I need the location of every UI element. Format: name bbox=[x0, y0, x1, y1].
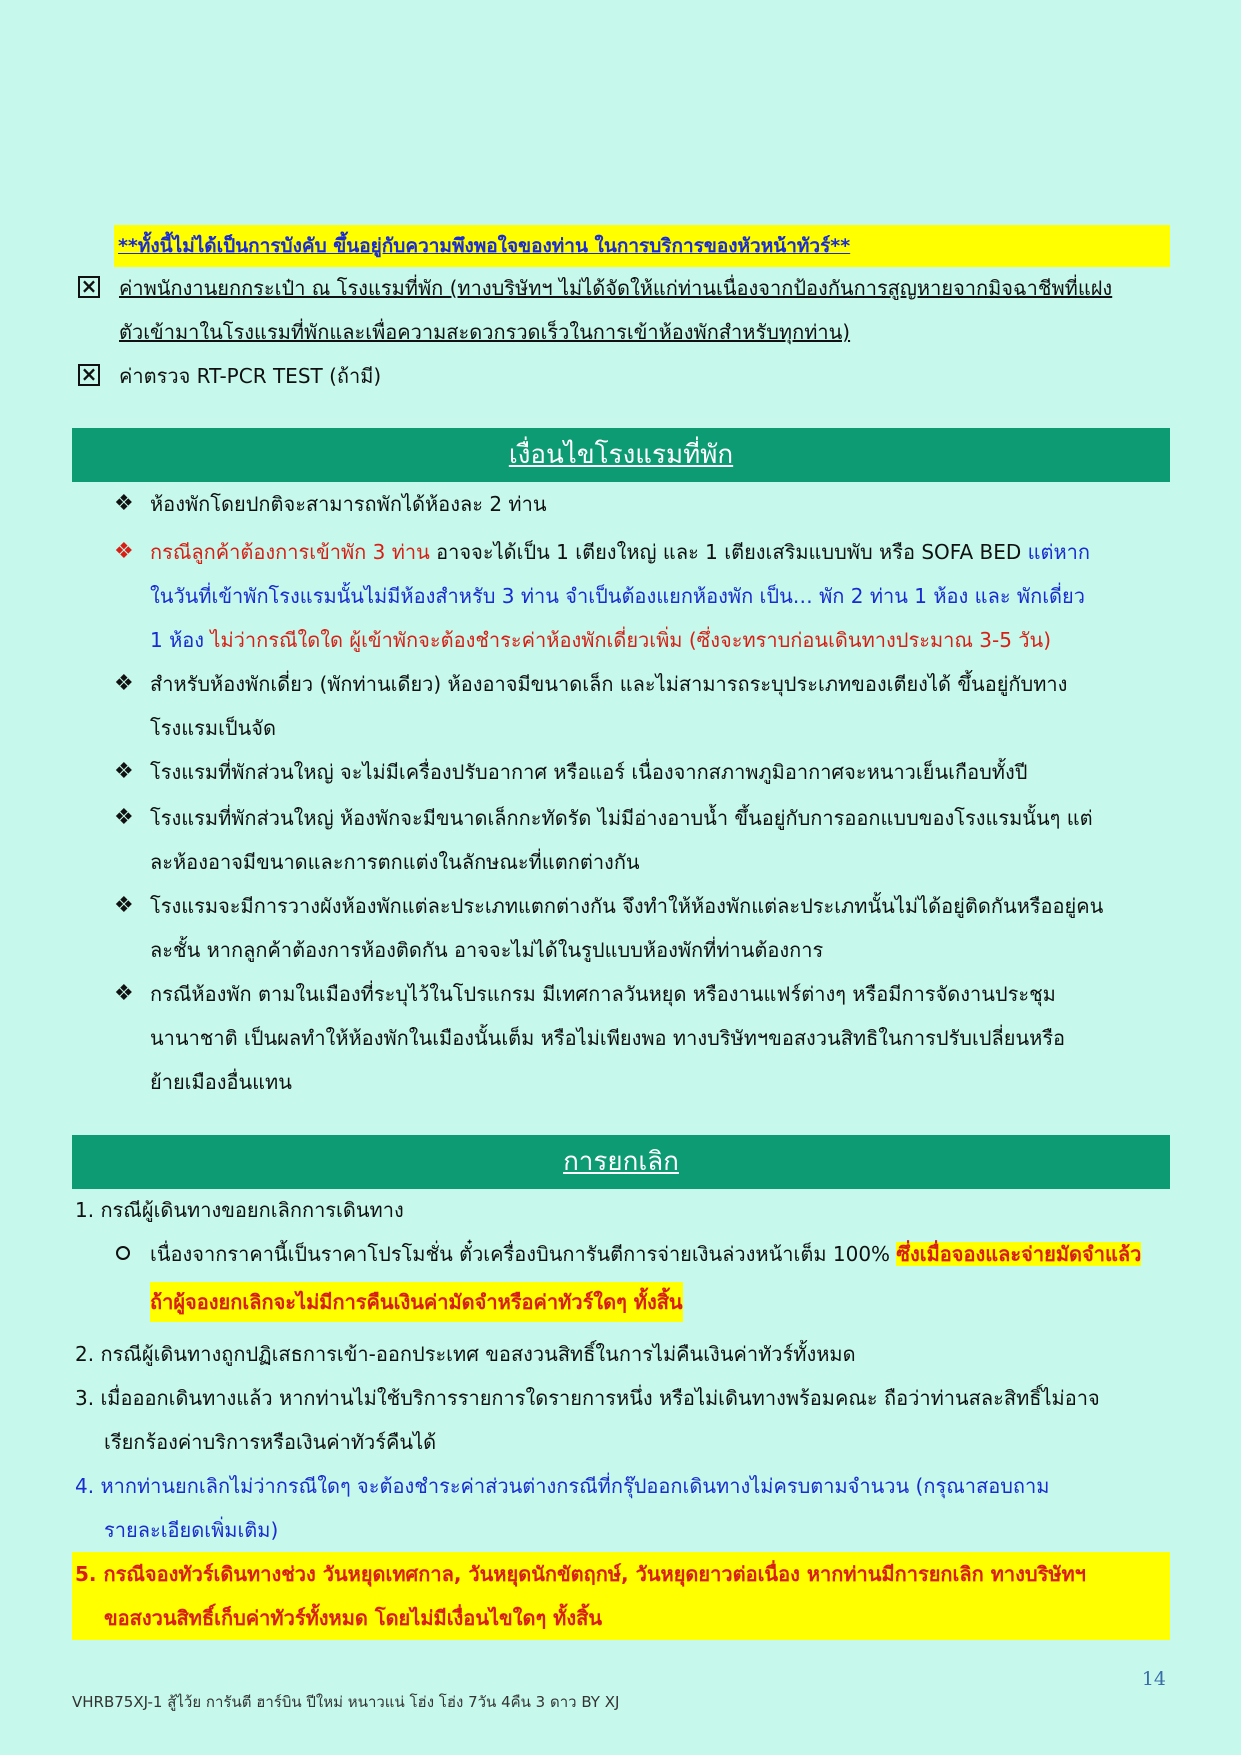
cancel-item-5-line1: 5. กรณีจองทัวร์เดินทางช่วง วันหยุดเทศกาล, วันหยุดนักขัตฤกษ์, วันหยุดยาวต่อเนื่อง หากท่านมีการยกเลิก ทางบริษัทฯ bbox=[75, 1562, 1086, 1586]
hotel-item-5-line1: โรงแรมที่พักส่วนใหญ่ ห้องพักจะมีขนาดเล็กกะทัดรัด ไม่มีอ่างอาบน้ำ ขึ้นอยู่กับการออกแบบของโรงแรมนั้นๆ แต่ bbox=[150, 806, 1093, 830]
hotel-item-3-line1: สำหรับห้องพักเดี่ยว (พักท่านเดียว) ห้องอาจมีขนาดเล็ก และไม่สามารถระบุประเภทของเตียงได้ ขึ้นอยู่กับทาง bbox=[150, 672, 1068, 696]
diamond-bullet-icon: ❖ bbox=[114, 981, 134, 1006]
cancel-sub-line1: เนื่องจากราคานี้เป็นราคาโปรโมชั่น ตั๋วเครื่องบินการันตีการจ่ายเงินล่วงหน้าเต็ม 100% ซึ่งเมื่อจองและจ่ายมัดจำแล้ว bbox=[150, 1242, 1142, 1266]
diamond-bullet-icon: ❖ bbox=[114, 759, 134, 784]
cancel-item-3-line1: 3. เมื่อออกเดินทางแล้ว หากท่านไม่ใช้บริการรายการใดรายการหนึ่ง หรือไม่เดินทางพร้อมคณะ ถือว่าท่านสละสิทธิ์ไม่อาจ bbox=[75, 1386, 1100, 1410]
hotel-item-5-line2: ละห้องอาจมีขนาดและการตกแต่งในลักษณะที่แตกต่างกัน bbox=[150, 850, 640, 874]
diamond-bullet-icon: ❖ bbox=[114, 893, 134, 918]
exclusion-porter-line1: ค่าพนักงานยกกระเป๋า ณ โรงแรมที่พัก (ทางบริษัทฯ ไม่ได้จัดให้แก่ท่านเนื่องจากป้องกันการสูญหายจากมิจฉาชีพที่แฝง bbox=[119, 276, 1113, 300]
hotel-item-2-line2: ในวันที่เข้าพักโรงแรมนั้นไม่มีห้องสำหรับ 3 ท่าน จำเป็นต้องแยกห้องพัก เป็น… พัก 2 ท่าน 1 ห้อง และ พักเดี่ยว bbox=[150, 584, 1085, 608]
service-note: **ทั้งนี้ไม่ได้เป็นการบังคับ ขึ้นอยู่กับความพึงพอใจของท่าน ในการบริการของหัวหน้าทัวร์** bbox=[114, 225, 1170, 267]
exclusion-pcr: ค่าตรวจ RT-PCR TEST (ถ้ามี) bbox=[119, 364, 382, 388]
hotel-item-6-line1: โรงแรมจะมีการวางผังห้องพักแต่ละประเภทแตกต่างกัน จึงทำให้ห้องพักแต่ละประเภทนั้นไม่ได้อยู่ติดกันหรืออยู่คน bbox=[150, 894, 1104, 918]
checked-box-icon: × bbox=[78, 276, 100, 298]
cancel-item-4-line2: รายละเอียดเพิ่มเติม) bbox=[104, 1518, 279, 1542]
diamond-bullet-icon: ❖ bbox=[114, 491, 134, 516]
cancel-sub-line2: ถ้าผู้จองยกเลิกจะไม่มีการคืนเงินค่ามัดจำหรือค่าทัวร์ใดๆ ทั้งสิ้น bbox=[150, 1282, 683, 1322]
hotel-item-7-line2: นานาชาติ เป็นผลทำให้ห้องพักในเมืองนั้นเต็ม หรือไม่เพียงพอ ทางบริษัทฯขอสงวนสิทธิในการปรับเปลี่ยนหรือ bbox=[150, 1026, 1066, 1050]
hotel-item-7-line3: ย้ายเมืองอื่นแทน bbox=[150, 1070, 292, 1094]
cancel-item-2: 2. กรณีผู้เดินทางถูกปฏิเสธการเข้า-ออกประเทศ ขอสงวนสิทธิ์ในการไม่คืนเงินค่าทัวร์ทั้งหมด bbox=[75, 1342, 856, 1366]
hotel-item-2-line1: กรณีลูกค้าต้องการเข้าพัก 3 ท่าน อาจจะได้เป็น 1 เตียงใหญ่ และ 1 เตียงเสริมแบบพับ หรือ SOFA BED แต่หาก bbox=[150, 540, 1091, 564]
hotel-item-7-line1: กรณีห้องพัก ตามในเมืองที่ระบุไว้ในโปรแกรม มีเทศกาลวันหยุด หรืองานแฟร์ต่างๆ หรือมีการจัดงานประชุม bbox=[150, 982, 1056, 1006]
diamond-bullet-icon: ❖ bbox=[114, 539, 134, 564]
hotel-item-2-line3: 1 ห้อง ไม่ว่ากรณีใดใด ผู้เข้าพักจะต้องชำระค่าห้องพักเดี่ยวเพิ่ม (ซึ่งจะทราบก่อนเดินทางประมาณ 3-5 วัน) bbox=[150, 628, 1051, 652]
cancel-item-3-line2: เรียกร้องค่าบริการหรือเงินค่าทัวร์คืนได้ bbox=[104, 1430, 437, 1454]
exclusion-porter-line2: ตัวเข้ามาในโรงแรมที่พักและเพื่อความสะดวกรวดเร็วในการเข้าห้องพักสำหรับทุกท่าน) bbox=[119, 320, 851, 344]
cancellation-header: การยกเลิก bbox=[72, 1135, 1170, 1189]
hotel-item-6-line2: ละชั้น หากลูกค้าต้องการห้องติดกัน อาจจะไม่ได้ในรูปแบบห้องพักที่ท่านต้องการ bbox=[150, 938, 824, 962]
footer-text: VHRB75XJ-1 สู้ไว้ย การันตี ฮาร์บิน ปีใหม่ หนาวแน่ โฮ่ง โฮ่ง 7วัน 4คืน 3 ดาว BY XJ bbox=[72, 1693, 620, 1711]
checked-box-icon: × bbox=[78, 364, 100, 386]
hotel-conditions-header: เงื่อนไขโรงแรมที่พัก bbox=[72, 428, 1170, 482]
page-number: 14 bbox=[1141, 1668, 1166, 1690]
diamond-bullet-icon: ❖ bbox=[114, 805, 134, 830]
cancel-item-1: 1. กรณีผู้เดินทางขอยกเลิกการเดินทาง bbox=[75, 1198, 404, 1222]
cancel-item-5-line2: ขอสงวนสิทธิ์เก็บค่าทัวร์ทั้งหมด โดยไม่มีเงื่อนไขใดๆ ทั้งสิ้น bbox=[104, 1606, 603, 1630]
hotel-item-3-line2: โรงแรมเป็นจัด bbox=[150, 716, 276, 740]
hotel-item-1: ห้องพักโดยปกติจะสามารถพักได้ห้องละ 2 ท่าน bbox=[150, 492, 547, 516]
circle-bullet-icon bbox=[116, 1246, 130, 1260]
diamond-bullet-icon: ❖ bbox=[114, 671, 134, 696]
hotel-item-4: โรงแรมที่พักส่วนใหญ่ จะไม่มีเครื่องปรับอากาศ หรือแอร์ เนื่องจากสภาพภูมิอากาศจะหนาวเย็นเกือบทั้งปี bbox=[150, 760, 1028, 784]
cancel-item-4-line1: 4. หากท่านยกเลิกไม่ว่ากรณีใดๆ จะต้องชำระค่าส่วนต่างกรณีที่กรุ๊ปออกเดินทางไม่ครบตามจำนวน (กรุณาสอบถาม bbox=[75, 1474, 1050, 1498]
